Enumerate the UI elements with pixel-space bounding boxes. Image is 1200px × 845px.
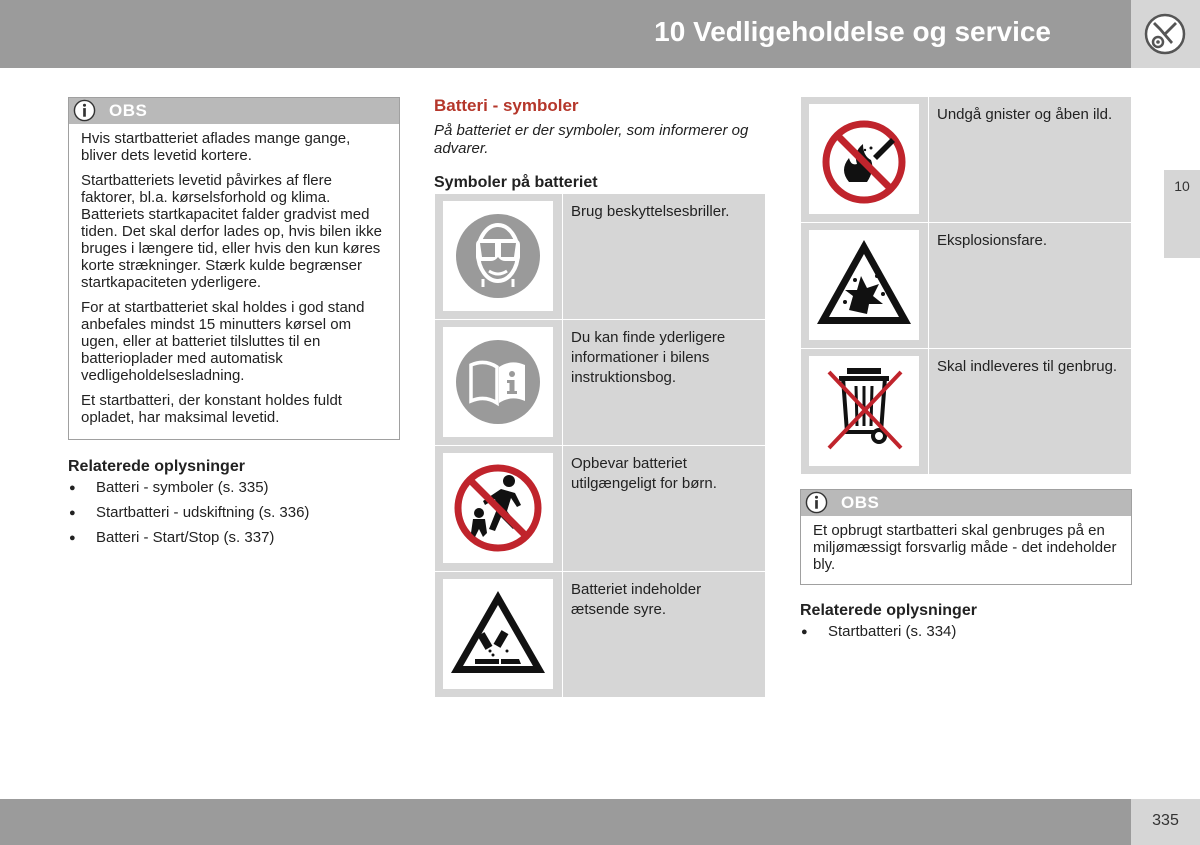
header-icon-box bbox=[1131, 0, 1200, 68]
symbol-text: Batteriet indeholder ætsende syre. bbox=[563, 572, 765, 697]
related-info-title: Relaterede oplysninger bbox=[68, 458, 245, 475]
related-link[interactable]: ● Batteri - symboler (s. 335) bbox=[68, 479, 398, 504]
page-number: 335 bbox=[1131, 799, 1200, 845]
symbol-row bbox=[801, 349, 1131, 474]
battery-symbols-table bbox=[435, 194, 765, 698]
section-title: Batteri - symboler bbox=[434, 96, 579, 115]
related-link[interactable]: ● Startbatteri (s. 334) bbox=[800, 623, 1130, 648]
obs-paragraph: Hvis startbatteriet aflades mange gange, bliver dets levetid kortere. bbox=[81, 130, 351, 164]
obs-paragraph: Et opbrugt startbatteri skal genbruges på en miljømæssigt forsvarlig måde - det indeholder bly. bbox=[813, 522, 1117, 573]
info-icon bbox=[73, 99, 96, 122]
obs-body bbox=[801, 516, 1131, 581]
no-open-flame-icon bbox=[809, 104, 919, 214]
symbol-image-cell bbox=[435, 320, 562, 445]
obs-title: OBS bbox=[841, 493, 880, 512]
wrench-gear-icon bbox=[1143, 12, 1187, 56]
symbol-text: Du kan finde yderligere informationer i bilens instruktionsbog. bbox=[563, 320, 765, 445]
symbol-text: Eksplosionsfare. bbox=[929, 223, 1131, 348]
symbols-subtitle: Symboler på batteriet bbox=[434, 174, 598, 191]
obs-paragraph: For at startbatteriet skal holdes i god stand anbefales mindst 15 minutters kørsel om ugen, eller at batteriet tilsluttes til en batterioplader med automatisk vedligeholdelsesladning. bbox=[81, 299, 365, 384]
footer-bar bbox=[0, 799, 1131, 845]
header-bar bbox=[0, 0, 1131, 68]
chapter-title: 10 Vedligeholdelse og service bbox=[654, 16, 1051, 47]
obs-note-box bbox=[68, 97, 400, 440]
obs-title: OBS bbox=[109, 101, 148, 120]
related-link[interactable]: ● Batteri - Start/Stop (s. 337) bbox=[68, 529, 398, 554]
related-link[interactable]: ● Startbatteri - udskiftning (s. 336) bbox=[68, 504, 398, 529]
battery-symbols-table-continued bbox=[801, 97, 1131, 475]
obs-header bbox=[69, 98, 399, 124]
symbol-image-cell bbox=[435, 572, 562, 697]
symbol-text: Skal indleveres til genbrug. bbox=[929, 349, 1131, 474]
info-icon bbox=[805, 491, 828, 514]
instruction-book-icon bbox=[443, 327, 553, 437]
symbol-text: Brug beskyttelsesbriller. bbox=[563, 194, 765, 319]
obs-body bbox=[69, 124, 399, 434]
symbol-text: Undgå gnister og åben ild. bbox=[929, 97, 1131, 222]
symbol-row bbox=[801, 223, 1131, 348]
symbol-row bbox=[801, 97, 1131, 222]
safety-goggles-icon bbox=[443, 201, 553, 311]
symbol-row bbox=[435, 446, 765, 571]
related-info-title: Relaterede oplysninger bbox=[800, 602, 977, 619]
corrosive-acid-icon bbox=[443, 579, 553, 689]
symbol-image-cell bbox=[801, 223, 928, 348]
keep-away-from-children-icon bbox=[443, 453, 553, 563]
symbol-text: Opbevar batteriet utilgængeligt for børn. bbox=[563, 446, 765, 571]
obs-paragraph: Startbatteriets levetid påvirkes af flere faktorer, bl.a. kørselsforhold og klima. Batteriets startkapacitet falder gradvist med tiden. Det skal derfor lades op, hvis bilen ikke bruges i længere tid, eller hvis den kun køres korte strækninger. Stærk kulde begrænser startkapaciteten yderligere. bbox=[81, 172, 382, 291]
obs-paragraph: Et startbatteri, der konstant holdes fuldt opladet, har maksimal levetid. bbox=[81, 392, 342, 426]
symbol-image-cell bbox=[435, 194, 562, 319]
chapter-side-tab[interactable]: 10 bbox=[1164, 170, 1200, 258]
obs-header bbox=[801, 490, 1131, 516]
symbol-image-cell bbox=[435, 446, 562, 571]
related-info-list bbox=[68, 479, 398, 554]
symbol-row bbox=[435, 572, 765, 697]
explosion-hazard-icon bbox=[809, 230, 919, 340]
obs-note-box bbox=[800, 489, 1132, 585]
section-intro: På batteriet er der symboler, som informerer og advarer. bbox=[434, 122, 749, 157]
related-info-list bbox=[800, 623, 1130, 648]
symbol-image-cell bbox=[801, 97, 928, 222]
symbol-image-cell bbox=[801, 349, 928, 474]
symbol-row bbox=[435, 320, 765, 445]
symbol-row bbox=[435, 194, 765, 319]
recycle-bin-crossed-icon bbox=[809, 356, 919, 466]
